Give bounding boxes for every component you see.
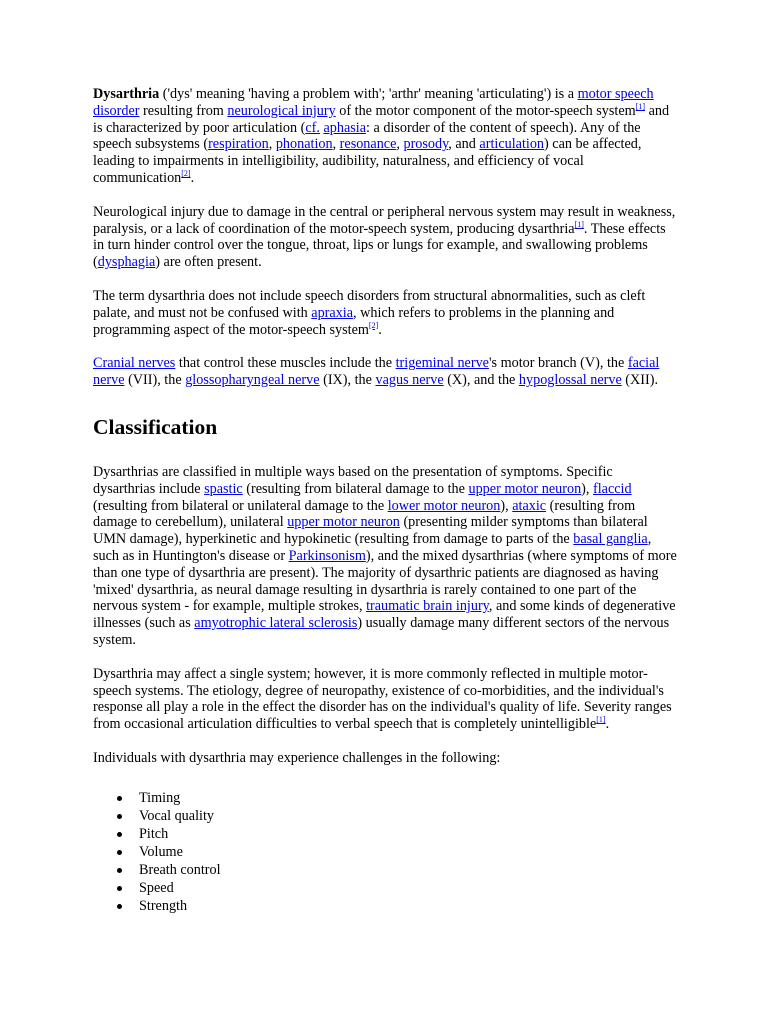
link-glossopharyngeal-nerve[interactable]: glossopharyngeal nerve xyxy=(185,372,320,389)
link-cf[interactable]: cf. xyxy=(305,119,320,136)
link-prosody[interactable]: prosody xyxy=(403,136,449,153)
term-definition-paragraph: The term dysarthria does not include speech disorders from structural abnormalities, such as cleft palate, and must not be confused with apraxia, which refers to problems in the planning and programming aspect of the motor-speech system[2]. xyxy=(93,287,646,338)
list-item: Strength xyxy=(139,897,678,915)
link-ataxic[interactable]: ataxic xyxy=(512,497,547,514)
list-item: Speed xyxy=(139,879,678,897)
term-dysarthria: Dysarthria xyxy=(93,86,160,102)
link-upper-motor-neuron[interactable]: upper motor neuron xyxy=(468,480,582,497)
severity-paragraph: Dysarthria may affect a single system; however, it is more commonly reflected in multiple motor-speech systems. The etiology, degree of neuropathy, existence of co-morbidities, and the individual's response all play a role in the effect the disorder has on the individual's quality of life. Severity ranges from occasional articulation difficulties to verbal speech that is completely unintelligible[1]. xyxy=(93,665,672,733)
link-basal-ganglia[interactable]: basal ganglia xyxy=(573,531,648,548)
link-lower-motor-neuron[interactable]: lower motor neuron xyxy=(387,497,501,514)
document-body xyxy=(93,86,678,915)
link-phonation[interactable]: phonation xyxy=(275,136,333,153)
link-articulation[interactable]: articulation xyxy=(479,136,545,153)
link-flaccid[interactable]: flaccid xyxy=(593,480,632,497)
reference-link[interactable]: [2] xyxy=(368,320,379,330)
challenges-list xyxy=(93,789,678,915)
link-vagus-nerve[interactable]: vagus nerve xyxy=(375,372,444,389)
list-item: Volume xyxy=(139,843,678,861)
link-traumatic-brain-injury[interactable]: traumatic brain injury xyxy=(366,598,489,615)
list-item: Pitch xyxy=(139,825,678,843)
link-apraxia[interactable]: apraxia xyxy=(311,304,354,321)
link-aphasia[interactable]: aphasia xyxy=(323,119,366,136)
reference-link[interactable]: [1] xyxy=(596,715,606,725)
link-amyotrophic-lateral-sclerosis[interactable]: amyotrophic lateral sclerosis xyxy=(194,615,358,632)
link-spastic[interactable]: spastic xyxy=(204,480,243,497)
link-trigeminal-nerve[interactable]: trigeminal nerve xyxy=(395,355,489,372)
intro-paragraph: Dysarthria ('dys' meaning 'having a problem with'; 'arthr' meaning 'articulating') is a motor speech disorder resulting from neurological injury of the motor component of the motor-speech system[1] and is characterized by poor articulation (cf. aphasia: a disorder of the content of speech). Any of the speech subsystems (respiration, phonation, resonance, prosody, and articulation) can be affected, leading to impairments in intelligibility, audibility, naturalness, and efficiency of vocal communication[2]. xyxy=(93,86,670,186)
link-upper-motor-neuron[interactable]: upper motor neuron xyxy=(287,514,400,531)
link-respiration[interactable]: respiration xyxy=(208,136,269,153)
list-item: Timing xyxy=(139,789,678,807)
section-heading-classification: Classification xyxy=(93,414,218,439)
cranial-nerves-paragraph: Cranial nerves that control these muscles include the trigeminal nerve's motor branch (V), the facial nerve (VII), the glossopharyngeal nerve (IX), the vagus nerve (X), and the hypoglossal nerve (XII). xyxy=(93,355,660,389)
link-parkinsonism[interactable]: Parkinsonism xyxy=(288,547,366,564)
link-dysphagia[interactable]: dysphagia xyxy=(97,254,156,271)
neurological-injury-paragraph: Neurological injury due to damage in the central or peripheral nervous system may result in weakness, paralysis, or a lack of coordination of the motor-speech system, producing dysarthria[1]. These effects in turn hinder control over the tongue, throat, lips or lungs for example, and swallowing problems (dysphagia) are often present. xyxy=(93,203,676,271)
link-motor-speech-disorder[interactable]: motor speech disorder xyxy=(93,86,654,119)
reference-link[interactable]: [1] xyxy=(635,101,646,111)
classification-paragraph: Dysarthrias are classified in multiple ways based on the presentation of symptoms. Specific dysarthrias include spastic (resulting from bilateral damage to the upper motor neuron), flaccid (resulting from bilateral or unilateral damage to the lower motor neuron), ataxic (resulting from damage to cerebellum), unilateral upper motor neuron (presenting milder symptoms than bilateral UMN damage), hyperkinetic and hypokinetic (resulting from damage to parts of the basal ganglia, such as in Huntington's disease or Parkinsonism), and the mixed dysarthrias (where symptoms of more than one type of dysarthria are present). The majority of dysarthric patients are diagnosed as having 'mixed' dysarthria, as neural damage resulting in dysarthria is rarely contained to one part of the nervous system - for example, multiple strokes, traumatic brain injury, and some kinds of degenerative illnesses (such as amyotrophic lateral sclerosis) usually damage many different sectors of the nervous system. xyxy=(93,463,677,648)
link-resonance[interactable]: resonance xyxy=(339,136,397,153)
link-neurological-injury[interactable]: neurological injury xyxy=(227,102,336,119)
link-hypoglossal-nerve[interactable]: hypoglossal nerve xyxy=(518,372,622,389)
list-item: Breath control xyxy=(139,861,678,879)
challenges-intro: Individuals with dysarthria may experience challenges in the following: xyxy=(93,749,501,766)
reference-link[interactable]: [2] xyxy=(181,168,191,178)
link-cranial-nerves[interactable]: Cranial nerves xyxy=(93,355,176,372)
reference-link[interactable]: [1] xyxy=(574,219,584,229)
list-item: Vocal quality xyxy=(139,807,678,825)
link-facial-nerve[interactable]: facial nerve xyxy=(93,355,660,389)
